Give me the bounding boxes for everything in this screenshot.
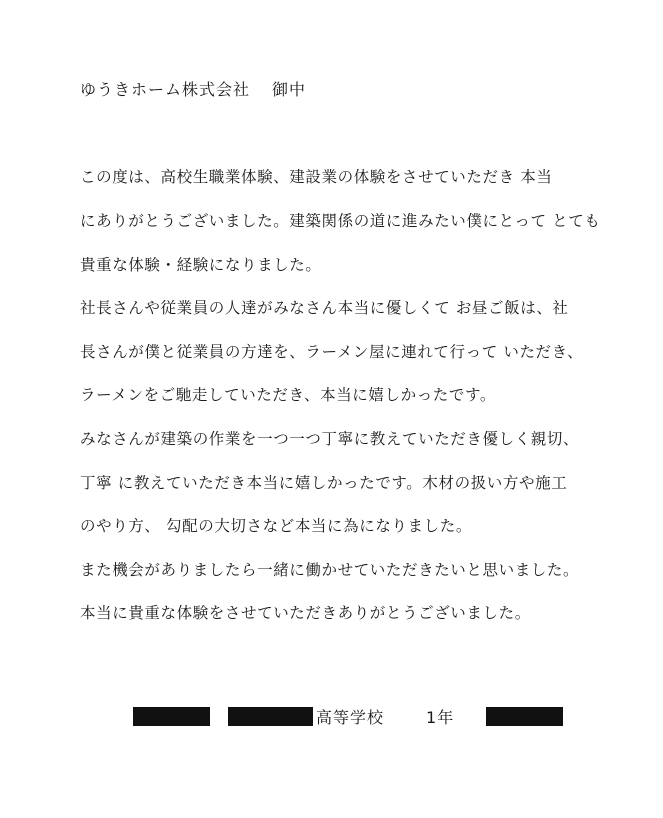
letter-line-1: この度は、高校生職業体験、建設業の体験をさせていただき 本当 bbox=[80, 168, 553, 186]
letter-line-7: みなさんが建築の作業を一つ一つ丁寧に教えていただき優しく親切、 bbox=[80, 430, 580, 448]
addressee-company: ゆうきホーム株式会社 bbox=[80, 80, 251, 99]
school-suffix: 高等学校 bbox=[316, 707, 385, 727]
redacted-block bbox=[486, 707, 563, 726]
addressee-line bbox=[80, 77, 306, 100]
letter-line-8: 丁寧 に教えていただき本当に嬉しかったです。木材の扱い方や施工 bbox=[80, 474, 568, 492]
letter-line-2: にありがとうございました。建築関係の道に進みたい僕にとって とても bbox=[80, 212, 601, 230]
redacted-block bbox=[133, 707, 210, 726]
letter-line-9: のやり方、 勾配の大切さなど本当に為になりました。 bbox=[80, 517, 472, 535]
redacted-block bbox=[228, 707, 313, 726]
letter-line-4: 社長さんや従業員の人達がみなさん本当に優しくて お昼ご飯は、社 bbox=[80, 299, 569, 317]
letter-line-3: 貴重な体験・経験になりました。 bbox=[80, 256, 322, 274]
addressee-honorific: 御中 bbox=[272, 80, 307, 99]
letter-line-11: 本当に貴重な体験をさせていただきありがとうございました。 bbox=[80, 604, 531, 622]
grade-label: 1年 bbox=[426, 707, 455, 727]
signature-line bbox=[133, 703, 563, 729]
letter-line-10: また機会がありましたら一緒に働かせていただきたいと思いました。 bbox=[80, 561, 580, 579]
letter-line-6: ラーメンをご馳走していただき、本当に嬉しかったです。 bbox=[80, 386, 496, 404]
letter-line-5: 長さんが僕と従業員の方達を、ラーメン屋に連れて行って いただき、 bbox=[80, 343, 584, 361]
